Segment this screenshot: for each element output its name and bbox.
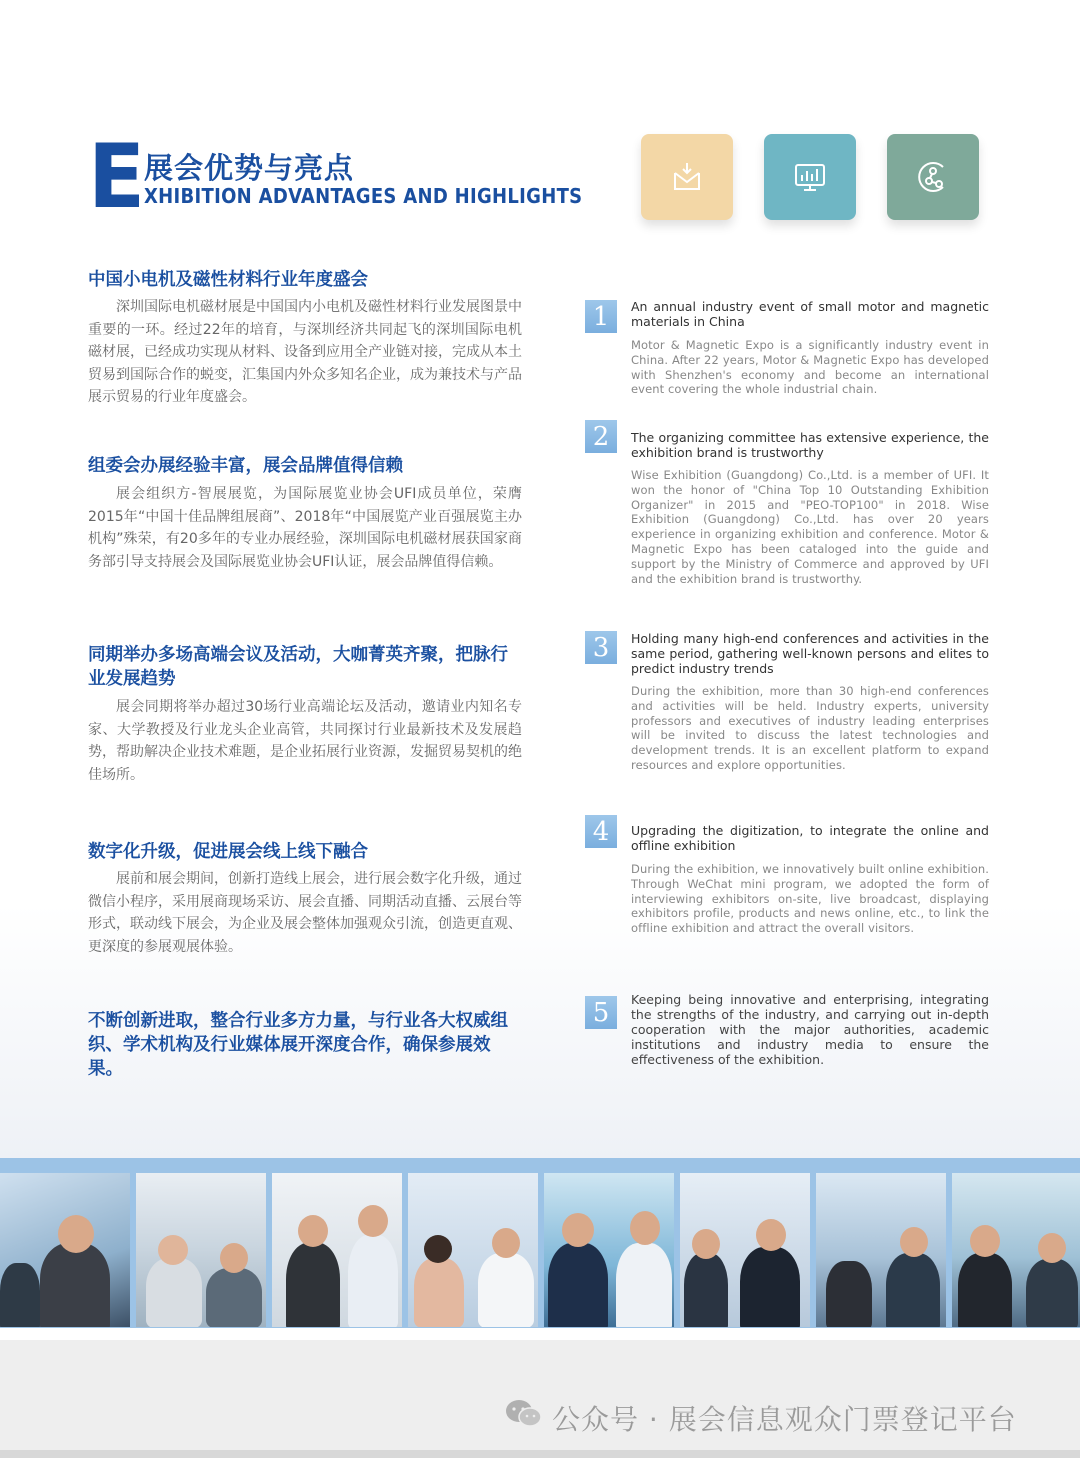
section-1-title-en: An annual industry event of small motor and magnetic materials in China	[631, 299, 989, 329]
section-5-number: 5	[585, 996, 617, 1029]
section-3-number: 3	[585, 631, 617, 664]
envelope-icon	[667, 157, 707, 197]
section-5-title-en: Keeping being innovative and enterprising, integrating the strengths of the industry, and carrying out in-depth cooperation with the major authorities, academic institutions and industry media to ensure the effectiveness of the exhibition.	[631, 992, 989, 1067]
section-4-title-en: Upgrading the digitization, to integrate the online and offline exhibition	[631, 823, 989, 853]
section-2-body-cn: 展会组织方-智展展览，为国际展览业协会UFI成员单位，荣膺2015年“中国十佳品牌组展商”、2018年“中国展览产业百强展览主办机构”殊荣，有20多年的专业办展经验，深圳国际电机磁材展获国家商务部引导支持展会及国际展览业协会UFI认证，展会品牌值得信赖。	[88, 486, 522, 570]
page-title-cn: 展会优势与亮点	[144, 151, 355, 185]
section-3-title-en: Holding many high-end conferences and activities in the same period, gathering well-known persons and elites to predict industry trends	[631, 631, 989, 676]
expo-photo-1	[0, 1173, 130, 1327]
section-4-number: 4	[585, 815, 617, 848]
section-5-title-cn: 不断创新进取，整合行业多方力量，与行业各大权威组织、学术机构及行业媒体展开深度合作，确保参展效果。	[88, 1011, 508, 1079]
section-4-body-cn: 展前和展会期间，创新打造线上展会，进行展会数字化升级，通过微信小程序，采用展商现场采访、展会直播、同期活动直播、云展台等形式，联动线下展会，为企业及展会整体加强观众引流，创造更直观、更深度的参展观展体验。	[88, 871, 522, 955]
section-1-title-cn: 中国小电机及磁性材料行业年度盛会	[88, 270, 368, 290]
section-2-body-en: Wise Exhibition (Guangdong) Co.,Ltd. is a member of UFI. It won the honor of "China Top 10 Outstanding Exhibition Organizer" in 2015 and "PEO-TOP100" in 2018. Wise Exhibition (Guangdong) Co.,Ltd. has over 20 years experience in organizing exhibition and conference. Motor & Magnetic Expo has been cataloged into the guide and support by the Ministry of Commerce and approved by UFI and the exhibition brand is trustworthy.	[631, 468, 989, 586]
section-2-number: 2	[585, 420, 617, 453]
section-1-body-cn: 深圳国际电机磁材展是中国国内小电机及磁性材料行业发展图景中重要的一环。经过22年的培育，与深圳经济共同起飞的深圳国际电机磁材展，已经成功实现从材料、设备到应用全产业链对接，完成从本土贸易到国际合作的蜕变，汇集国内外众多知名企业，成为兼技术与产品展示贸易的行业年度盛会。	[88, 299, 522, 405]
watermark-text: 公众号 · 展会信息观众门票登记平台	[552, 1403, 1017, 1436]
section-1-body-en: Motor & Magnetic Expo is a significantly industry event in China. After 22 years, Motor & Magnetic Expo has developed with Shenzhen's economy and become an international event covering the whole industrial chain.	[631, 338, 989, 397]
section-2-title-en: The organizing committee has extensive experience, the exhibition brand is trustworthy	[631, 430, 989, 460]
section-3-body-cn: 展会同期将举办超过30场行业高端论坛及活动，邀请业内知名专家、大学教授及行业龙头企业高管，共同探讨行业最新技术及发展趋势，帮助解决企业技术难题，是企业拓展行业资源，发掘贸易契机的绝佳场所。	[88, 699, 522, 783]
bottom-divider	[0, 1450, 1080, 1458]
expo-photo-6	[680, 1173, 810, 1327]
section-3-title-cn: 同期举办多场高端会议及活动，大咖菁英齐聚，把脉行业发展趋势	[88, 645, 508, 689]
section-1-number: 1	[585, 300, 617, 333]
monitor-chart-icon	[790, 157, 830, 197]
title-initial-letter: E	[88, 125, 146, 228]
envelope-tile	[641, 134, 733, 220]
network-circle-icon	[913, 157, 953, 197]
section-3-body-en: During the exhibition, more than 30 high-end conferences and activities will be held. Industry experts, university professors and executives of industry leading enterprises will be invited to discuss the latest technologies and development trends. It is an excellent platform to expand resources and explore opportunities.	[631, 684, 989, 772]
expo-photo-4	[408, 1173, 538, 1327]
section-2-title-cn: 组委会办展经验丰富，展会品牌值得信赖	[88, 456, 403, 476]
page-title-en: XHIBITION ADVANTAGES AND HIGHLIGHTS	[144, 184, 583, 208]
wechat-icon	[504, 1398, 544, 1430]
expo-photo-5	[544, 1173, 674, 1327]
expo-photo-3	[272, 1173, 402, 1327]
network-tile	[887, 134, 979, 220]
section-4-title-cn: 数字化升级，促进展会线上线下融合	[88, 842, 368, 862]
expo-photo-8	[952, 1173, 1080, 1327]
expo-photo-7	[816, 1173, 946, 1327]
expo-photo-2	[136, 1173, 266, 1327]
monitor-tile	[764, 134, 856, 220]
section-4-body-en: During the exhibition, we innovatively built online exhibition. Through WeChat mini program, we adopted the form of interviewing exhibitors on-site, live broadcast, displaying exhibitors profile, products and news online, etc., to link the offline exhibition and attract the overall visitors.	[631, 862, 989, 936]
